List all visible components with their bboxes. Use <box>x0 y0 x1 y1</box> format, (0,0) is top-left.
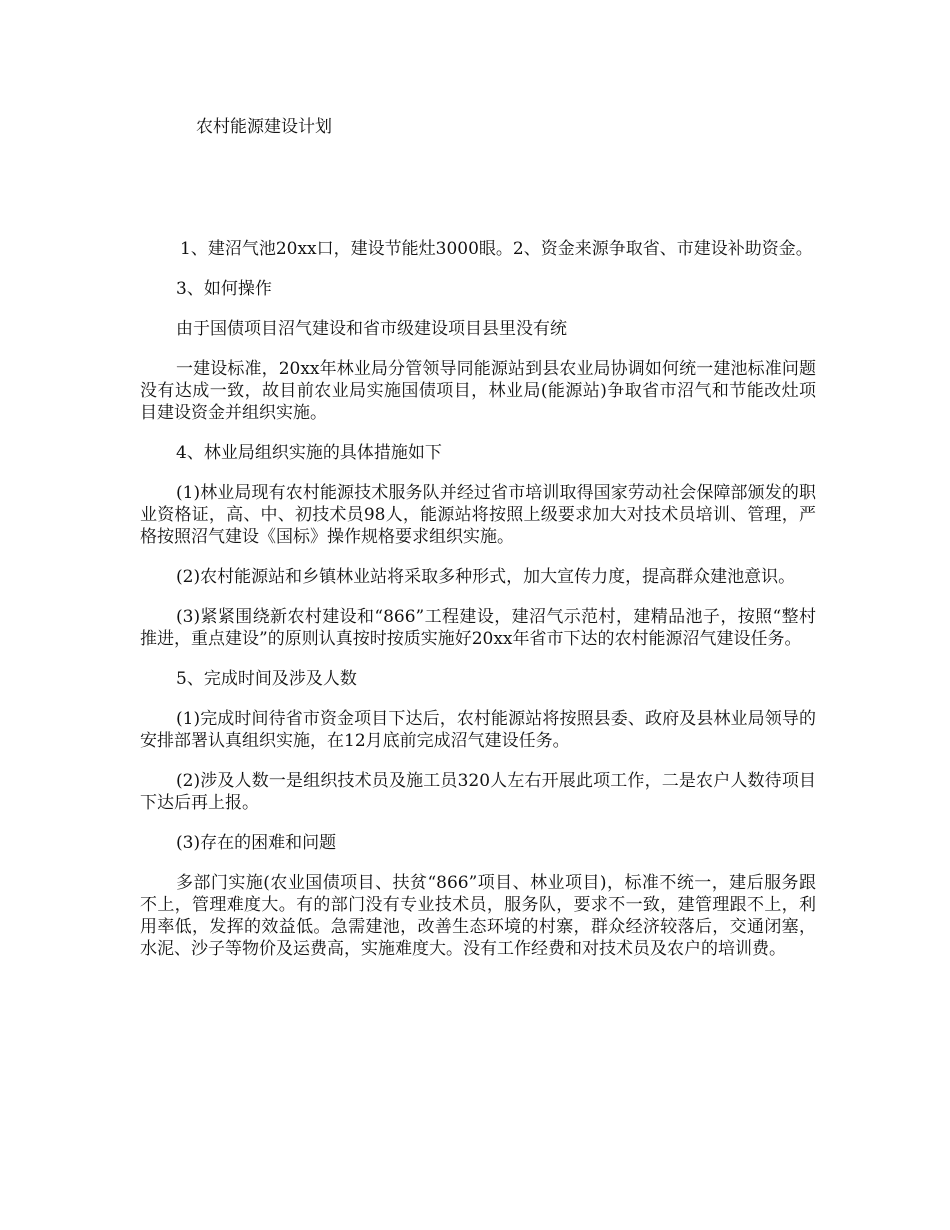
paragraph-measure-2: (2)农村能源站和乡镇林业站将采取多种形式，加大宣传力度，提高群众建池意识。 <box>176 567 796 587</box>
paragraph-measure-3: (3)紧紧围绕新农村建设和“866”工程建设，建沼气示范村，建精品池子，按照“整村推进，重点建设”的原则认真按时按质实施好20xx年省市下达的农村能源沼气建设任务。 <box>140 607 816 649</box>
paragraph-construction-goals: 1、建沼气池20xx口，建设节能灶3000眼。2、资金来源争取省、市建设补助资金。 <box>180 239 813 259</box>
paragraph-problems-heading: (3)存在的困难和问题 <box>176 833 337 853</box>
paragraph-measure-1: (1)林业局现有农村能源技术服务队并经过省市培训取得国家劳动社会保障部颁发的职业资格证，高、中、初技术员98人，能源站将按照上级要求加大对技术员培训、管理，严格按照沼气建设《国标》操作规格要求组织实施。 <box>140 483 816 547</box>
document-body <box>140 238 816 978</box>
paragraph-how-to-operate: 3、如何操作 <box>176 279 272 299</box>
paragraph-timeline-heading: 5、完成时间及涉及人数 <box>176 669 357 689</box>
document-title: 农村能源建设计划 <box>196 117 332 137</box>
paragraph-standards-detail: 一建设标准，20xx年林业局分管领导同能源站到县农业局协调如何统一建池标准问题没有达成一致，故目前农业局实施国债项目，林业局(能源站)争取省市沼气和节能改灶项目建设资金并组织实施。 <box>140 359 816 423</box>
paragraph-standards-intro: 由于国债项目沼气建设和省市级建设项目县里没有统 <box>176 319 567 339</box>
paragraph-timeline-1: (1)完成时间待省市资金项目下达后，农村能源站将按照县委、政府及县林业局领导的安排部署认真组织实施，在12月底前完成沼气建设任务。 <box>140 709 816 751</box>
paragraph-timeline-2: (2)涉及人数一是组织技术员及施工员320人左右开展此项工作，二是农户人数待项目下达后再上报。 <box>140 771 816 813</box>
paragraph-problems-detail: 多部门实施(农业国债项目、扶贫“866”项目、林业项目)，标准不统一，建后服务跟不上，管理难度大。有的部门没有专业技术员，服务队，要求不一致，建管理跟不上，利用率低，发挥的效益低。急需建池，改善生态环境的村寨，群众经济较落后，交通闭塞，水泥、沙子等物价及运费高，实施难度大。没有工作经费和对技术员及农户的培训费。 <box>140 873 816 959</box>
paragraph-measures-heading: 4、林业局组织实施的具体措施如下 <box>176 443 442 463</box>
